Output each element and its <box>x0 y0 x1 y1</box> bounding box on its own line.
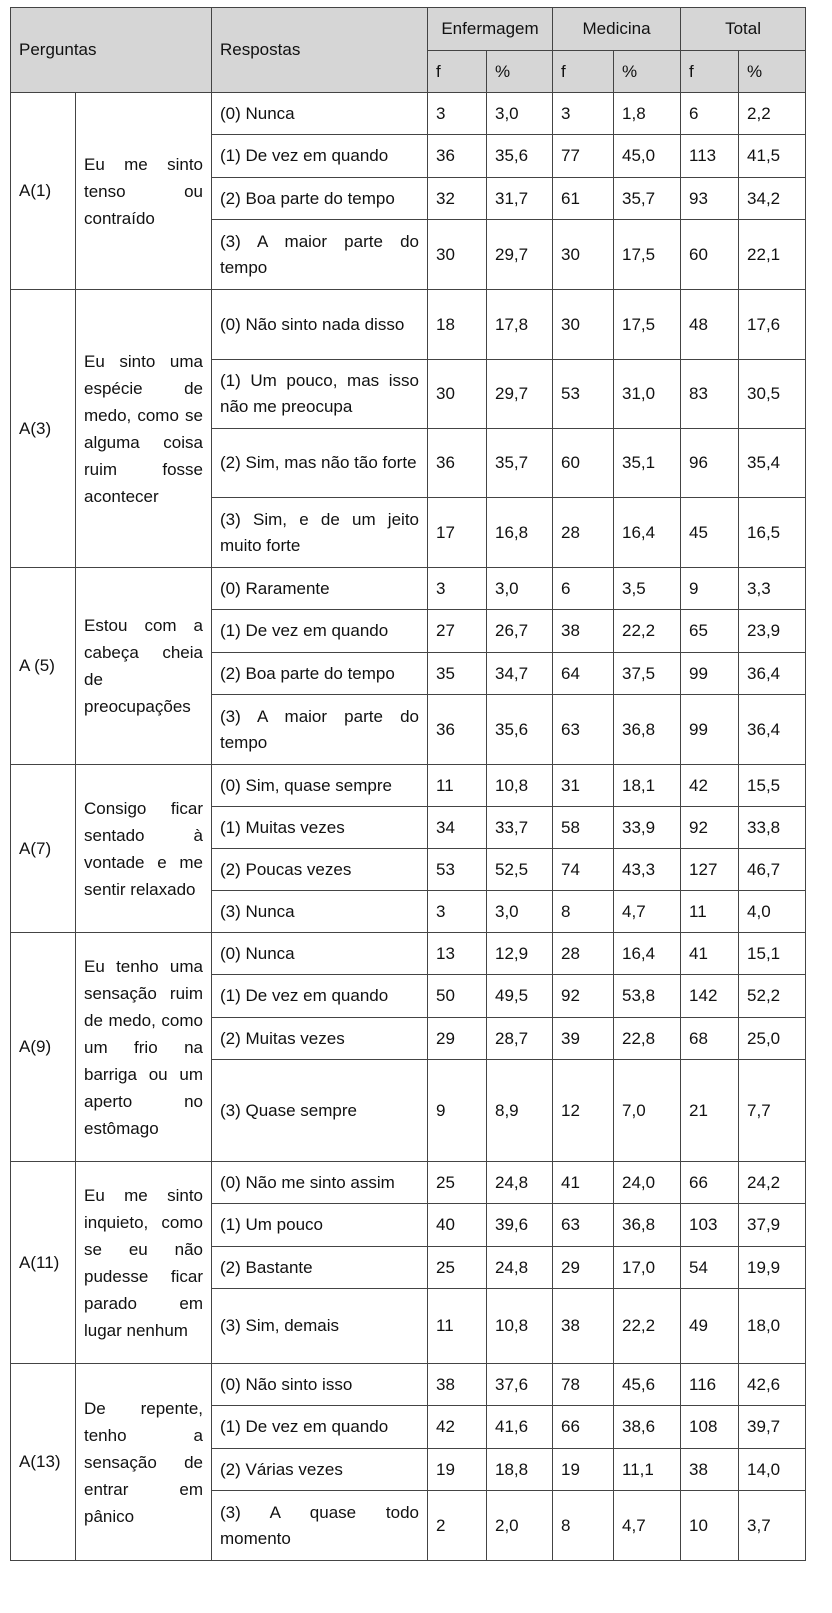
question-code: A(13) <box>11 1364 76 1561</box>
response-option: (3) A maior parte do tempo <box>212 695 428 765</box>
cell-medicina-pct: 35,7 <box>614 178 681 220</box>
cell-medicina-f: 28 <box>553 933 614 975</box>
cell-enfermagem-pct: 29,7 <box>487 220 553 290</box>
cell-total-pct: 35,4 <box>739 429 806 498</box>
cell-total-f: 45 <box>681 498 739 568</box>
cell-total-f: 21 <box>681 1060 739 1162</box>
cell-total-pct: 30,5 <box>739 360 806 429</box>
cell-total-f: 11 <box>681 891 739 933</box>
question-text: De repente, tenho a sensação de entrar em pânico <box>76 1364 212 1561</box>
cell-enfermagem-pct: 35,6 <box>487 135 553 178</box>
cell-total-f: 49 <box>681 1289 739 1364</box>
cell-enfermagem-pct: 29,7 <box>487 360 553 429</box>
table-row <box>11 1364 806 1406</box>
cell-medicina-f: 63 <box>553 695 614 765</box>
cell-medicina-pct: 17,5 <box>614 220 681 290</box>
cell-enfermagem-pct: 26,7 <box>487 610 553 653</box>
cell-total-f: 9 <box>681 568 739 610</box>
question-text: Eu me sinto tenso ou contraído <box>76 93 212 290</box>
cell-enfermagem-f: 3 <box>428 568 487 610</box>
cell-medicina-pct: 3,5 <box>614 568 681 610</box>
cell-enfermagem-pct: 41,6 <box>487 1406 553 1449</box>
response-option: (1) Um pouco, mas isso não me preocupa <box>212 360 428 429</box>
cell-medicina-pct: 22,2 <box>614 1289 681 1364</box>
cell-enfermagem-f: 3 <box>428 93 487 135</box>
cell-medicina-pct: 24,0 <box>614 1162 681 1204</box>
response-option: (0) Nunca <box>212 933 428 975</box>
cell-enfermagem-f: 53 <box>428 849 487 891</box>
cell-total-f: 66 <box>681 1162 739 1204</box>
cell-medicina-pct: 4,7 <box>614 891 681 933</box>
cell-medicina-pct: 35,1 <box>614 429 681 498</box>
response-option: (3) A maior parte do tempo <box>212 220 428 290</box>
cell-enfermagem-pct: 2,0 <box>487 1491 553 1561</box>
cell-medicina-pct: 53,8 <box>614 975 681 1018</box>
cell-enfermagem-pct: 10,8 <box>487 765 553 807</box>
cell-medicina-pct: 22,2 <box>614 610 681 653</box>
cell-medicina-f: 28 <box>553 498 614 568</box>
response-option: (1) Um pouco <box>212 1204 428 1247</box>
cell-enfermagem-f: 36 <box>428 135 487 178</box>
cell-medicina-pct: 17,0 <box>614 1247 681 1289</box>
cell-medicina-pct: 33,9 <box>614 807 681 849</box>
cell-total-pct: 33,8 <box>739 807 806 849</box>
question-code: A(11) <box>11 1162 76 1364</box>
question-text: Consigo ficar sentado à vontade e me sentir relaxado <box>76 765 212 933</box>
cell-total-f: 38 <box>681 1449 739 1491</box>
cell-enfermagem-f: 42 <box>428 1406 487 1449</box>
header-medicina-pct: % <box>614 51 681 93</box>
response-option: (0) Não sinto isso <box>212 1364 428 1406</box>
cell-medicina-pct: 16,4 <box>614 933 681 975</box>
cell-total-f: 113 <box>681 135 739 178</box>
cell-medicina-f: 38 <box>553 610 614 653</box>
response-option: (0) Nunca <box>212 93 428 135</box>
cell-total-pct: 7,7 <box>739 1060 806 1162</box>
cell-enfermagem-pct: 31,7 <box>487 178 553 220</box>
cell-total-f: 65 <box>681 610 739 653</box>
cell-medicina-f: 66 <box>553 1406 614 1449</box>
cell-total-f: 92 <box>681 807 739 849</box>
cell-enfermagem-f: 30 <box>428 220 487 290</box>
header-total-pct: % <box>739 51 806 93</box>
cell-enfermagem-pct: 17,8 <box>487 290 553 360</box>
cell-enfermagem-f: 36 <box>428 429 487 498</box>
cell-enfermagem-f: 18 <box>428 290 487 360</box>
cell-total-f: 83 <box>681 360 739 429</box>
cell-total-f: 96 <box>681 429 739 498</box>
cell-medicina-pct: 37,5 <box>614 653 681 695</box>
question-code: A(9) <box>11 933 76 1162</box>
cell-total-f: 99 <box>681 653 739 695</box>
cell-medicina-pct: 17,5 <box>614 290 681 360</box>
cell-medicina-pct: 11,1 <box>614 1449 681 1491</box>
cell-medicina-f: 38 <box>553 1289 614 1364</box>
table-row <box>11 933 806 975</box>
cell-medicina-f: 39 <box>553 1018 614 1060</box>
cell-medicina-f: 19 <box>553 1449 614 1491</box>
cell-medicina-f: 74 <box>553 849 614 891</box>
cell-medicina-pct: 36,8 <box>614 1204 681 1247</box>
table-row <box>11 290 806 360</box>
response-option: (2) Bastante <box>212 1247 428 1289</box>
question-code: A (5) <box>11 568 76 765</box>
cell-medicina-f: 8 <box>553 891 614 933</box>
cell-enfermagem-pct: 10,8 <box>487 1289 553 1364</box>
header-enfermagem-pct: % <box>487 51 553 93</box>
response-option: (2) Boa parte do tempo <box>212 653 428 695</box>
cell-medicina-f: 92 <box>553 975 614 1018</box>
header-enfermagem-f: f <box>428 51 487 93</box>
cell-enfermagem-pct: 24,8 <box>487 1162 553 1204</box>
cell-enfermagem-f: 11 <box>428 1289 487 1364</box>
cell-total-f: 103 <box>681 1204 739 1247</box>
cell-total-f: 60 <box>681 220 739 290</box>
cell-medicina-f: 61 <box>553 178 614 220</box>
cell-medicina-pct: 16,4 <box>614 498 681 568</box>
cell-total-f: 6 <box>681 93 739 135</box>
question-code: A(1) <box>11 93 76 290</box>
cell-total-pct: 23,9 <box>739 610 806 653</box>
cell-medicina-f: 3 <box>553 93 614 135</box>
cell-total-pct: 37,9 <box>739 1204 806 1247</box>
cell-enfermagem-pct: 34,7 <box>487 653 553 695</box>
response-option: (0) Raramente <box>212 568 428 610</box>
response-option: (2) Poucas vezes <box>212 849 428 891</box>
cell-enfermagem-pct: 52,5 <box>487 849 553 891</box>
cell-medicina-f: 77 <box>553 135 614 178</box>
cell-medicina-f: 30 <box>553 220 614 290</box>
cell-enfermagem-f: 40 <box>428 1204 487 1247</box>
response-option: (3) Nunca <box>212 891 428 933</box>
cell-enfermagem-pct: 37,6 <box>487 1364 553 1406</box>
cell-medicina-f: 53 <box>553 360 614 429</box>
cell-enfermagem-f: 27 <box>428 610 487 653</box>
question-code: A(7) <box>11 765 76 933</box>
cell-medicina-f: 8 <box>553 1491 614 1561</box>
cell-enfermagem-f: 11 <box>428 765 487 807</box>
cell-enfermagem-pct: 24,8 <box>487 1247 553 1289</box>
cell-total-pct: 2,2 <box>739 93 806 135</box>
cell-total-f: 48 <box>681 290 739 360</box>
table-row <box>11 765 806 807</box>
table-row <box>11 93 806 135</box>
cell-enfermagem-f: 9 <box>428 1060 487 1162</box>
cell-medicina-pct: 18,1 <box>614 765 681 807</box>
cell-medicina-f: 41 <box>553 1162 614 1204</box>
cell-total-pct: 41,5 <box>739 135 806 178</box>
cell-medicina-f: 6 <box>553 568 614 610</box>
cell-total-pct: 18,0 <box>739 1289 806 1364</box>
cell-total-pct: 16,5 <box>739 498 806 568</box>
cell-enfermagem-f: 36 <box>428 695 487 765</box>
cell-total-f: 54 <box>681 1247 739 1289</box>
cell-medicina-f: 63 <box>553 1204 614 1247</box>
question-text: Estou com a cabeça cheia de preocupações <box>76 568 212 765</box>
question-code: A(3) <box>11 290 76 568</box>
cell-enfermagem-pct: 35,7 <box>487 429 553 498</box>
cell-medicina-f: 29 <box>553 1247 614 1289</box>
cell-enfermagem-f: 50 <box>428 975 487 1018</box>
cell-medicina-f: 58 <box>553 807 614 849</box>
cell-total-f: 10 <box>681 1491 739 1561</box>
question-text: Eu me sinto inquieto, como se eu não pudesse ficar parado em lugar nenhum <box>76 1162 212 1364</box>
cell-medicina-f: 31 <box>553 765 614 807</box>
cell-enfermagem-f: 38 <box>428 1364 487 1406</box>
response-option: (1) De vez em quando <box>212 1406 428 1449</box>
cell-medicina-pct: 38,6 <box>614 1406 681 1449</box>
response-option: (2) Boa parte do tempo <box>212 178 428 220</box>
cell-medicina-f: 78 <box>553 1364 614 1406</box>
cell-total-pct: 15,5 <box>739 765 806 807</box>
cell-total-f: 41 <box>681 933 739 975</box>
table-row <box>11 568 806 610</box>
cell-total-f: 42 <box>681 765 739 807</box>
header-respostas: Respostas <box>212 8 428 93</box>
cell-total-pct: 15,1 <box>739 933 806 975</box>
header-medicina: Medicina <box>553 8 681 51</box>
cell-total-f: 68 <box>681 1018 739 1060</box>
response-option: (1) De vez em quando <box>212 975 428 1018</box>
response-option: (0) Não me sinto assim <box>212 1162 428 1204</box>
header-total: Total <box>681 8 806 51</box>
cell-enfermagem-pct: 3,0 <box>487 891 553 933</box>
cell-enfermagem-pct: 39,6 <box>487 1204 553 1247</box>
cell-total-pct: 25,0 <box>739 1018 806 1060</box>
cell-enfermagem-f: 34 <box>428 807 487 849</box>
response-option: (2) Muitas vezes <box>212 1018 428 1060</box>
cell-enfermagem-pct: 12,9 <box>487 933 553 975</box>
cell-total-pct: 14,0 <box>739 1449 806 1491</box>
cell-enfermagem-pct: 16,8 <box>487 498 553 568</box>
cell-medicina-pct: 43,3 <box>614 849 681 891</box>
cell-total-f: 127 <box>681 849 739 891</box>
cell-total-pct: 24,2 <box>739 1162 806 1204</box>
response-option: (0) Sim, quase sempre <box>212 765 428 807</box>
header-total-f: f <box>681 51 739 93</box>
cell-total-f: 108 <box>681 1406 739 1449</box>
cell-enfermagem-pct: 18,8 <box>487 1449 553 1491</box>
cell-total-pct: 3,7 <box>739 1491 806 1561</box>
cell-enfermagem-f: 35 <box>428 653 487 695</box>
cell-enfermagem-f: 13 <box>428 933 487 975</box>
cell-enfermagem-f: 30 <box>428 360 487 429</box>
table-wrapper <box>10 7 806 1561</box>
cell-medicina-pct: 31,0 <box>614 360 681 429</box>
response-option: (1) De vez em quando <box>212 610 428 653</box>
response-option: (3) Sim, e de um jeito muito forte <box>212 498 428 568</box>
cell-medicina-pct: 1,8 <box>614 93 681 135</box>
header-medicina-f: f <box>553 51 614 93</box>
cell-medicina-f: 64 <box>553 653 614 695</box>
cell-total-pct: 52,2 <box>739 975 806 1018</box>
cell-total-pct: 36,4 <box>739 653 806 695</box>
cell-total-pct: 3,3 <box>739 568 806 610</box>
response-option: (1) De vez em quando <box>212 135 428 178</box>
cell-total-pct: 34,2 <box>739 178 806 220</box>
cell-total-f: 116 <box>681 1364 739 1406</box>
cell-enfermagem-pct: 3,0 <box>487 568 553 610</box>
table-body <box>11 93 806 1561</box>
cell-enfermagem-f: 32 <box>428 178 487 220</box>
cell-enfermagem-pct: 28,7 <box>487 1018 553 1060</box>
cell-medicina-f: 30 <box>553 290 614 360</box>
cell-enfermagem-pct: 8,9 <box>487 1060 553 1162</box>
cell-total-pct: 19,9 <box>739 1247 806 1289</box>
cell-total-pct: 4,0 <box>739 891 806 933</box>
cell-total-f: 93 <box>681 178 739 220</box>
cell-medicina-pct: 7,0 <box>614 1060 681 1162</box>
cell-total-pct: 46,7 <box>739 849 806 891</box>
cell-total-pct: 22,1 <box>739 220 806 290</box>
cell-enfermagem-pct: 35,6 <box>487 695 553 765</box>
cell-total-f: 99 <box>681 695 739 765</box>
question-text: Eu sinto uma espécie de medo, como se alguma coisa ruim fosse acontecer <box>76 290 212 568</box>
response-option: (1) Muitas vezes <box>212 807 428 849</box>
response-option: (3) Quase sempre <box>212 1060 428 1162</box>
cell-total-pct: 36,4 <box>739 695 806 765</box>
cell-medicina-f: 60 <box>553 429 614 498</box>
response-option: (2) Várias vezes <box>212 1449 428 1491</box>
cell-total-pct: 42,6 <box>739 1364 806 1406</box>
cell-enfermagem-f: 3 <box>428 891 487 933</box>
response-option: (0) Não sinto nada disso <box>212 290 428 360</box>
cell-enfermagem-pct: 49,5 <box>487 975 553 1018</box>
response-option: (2) Sim, mas não tão forte <box>212 429 428 498</box>
cell-total-pct: 39,7 <box>739 1406 806 1449</box>
cell-medicina-pct: 22,8 <box>614 1018 681 1060</box>
cell-enfermagem-f: 2 <box>428 1491 487 1561</box>
cell-enfermagem-f: 29 <box>428 1018 487 1060</box>
response-option: (3) Sim, demais <box>212 1289 428 1364</box>
cell-enfermagem-f: 25 <box>428 1247 487 1289</box>
question-text: Eu tenho uma sensação ruim de medo, como um frio na barriga ou um aperto no estômago <box>76 933 212 1162</box>
cell-total-f: 142 <box>681 975 739 1018</box>
cell-enfermagem-pct: 33,7 <box>487 807 553 849</box>
cell-medicina-f: 12 <box>553 1060 614 1162</box>
cell-medicina-pct: 45,0 <box>614 135 681 178</box>
header-enfermagem: Enfermagem <box>428 8 553 51</box>
response-option: (3) A quase todo momento <box>212 1491 428 1561</box>
cell-medicina-pct: 45,6 <box>614 1364 681 1406</box>
cell-enfermagem-pct: 3,0 <box>487 93 553 135</box>
cell-enfermagem-f: 17 <box>428 498 487 568</box>
table-row <box>11 1162 806 1204</box>
cell-medicina-pct: 4,7 <box>614 1491 681 1561</box>
cell-medicina-pct: 36,8 <box>614 695 681 765</box>
cell-enfermagem-f: 19 <box>428 1449 487 1491</box>
anxiety-responses-table <box>10 7 806 1561</box>
cell-total-pct: 17,6 <box>739 290 806 360</box>
header-perguntas: Perguntas <box>11 8 212 93</box>
cell-enfermagem-f: 25 <box>428 1162 487 1204</box>
